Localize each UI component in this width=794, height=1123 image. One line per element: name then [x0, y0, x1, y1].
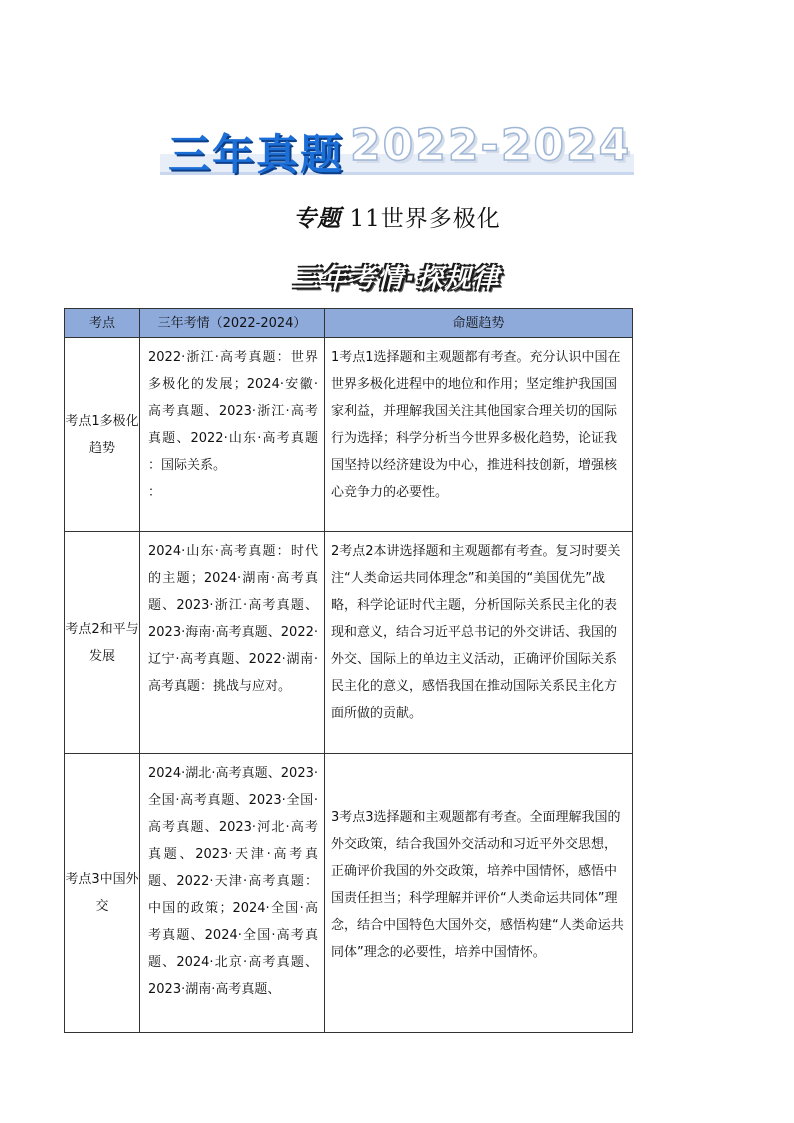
- years-text: 2024·山东·高考真题：时代的主题；2024·湖南·高考真题、2023·浙江·高考真题、2023·海南·高考真题、2022·辽宁·高考真题、2022·湖南·高考真题：挑战与应对。: [148, 544, 318, 694]
- header-years: 三年考情（2022-2024）: [140, 309, 325, 338]
- table-row: [65, 338, 633, 532]
- section-title: 三年考情·探规律: [293, 264, 501, 294]
- trend-text: 3考点3选择题和主观题都有考查。全面理解我国的外交政策，结合我国外交活动和习近平外交思想，正确评价我国的外交政策，培养中国情怀，感悟中国责任担当；科学理解并评价“人类命运共同体”理念，结合中国特色大国外交，感悟构建“人类命运共同体”理念的必要性，培养中国情怀。: [331, 810, 624, 960]
- table-row: [65, 532, 633, 754]
- topic-title-lead: 专题: [293, 205, 342, 232]
- exam-analysis-table: [64, 308, 633, 1033]
- years-cell: [140, 338, 325, 532]
- table-header-row: [65, 309, 633, 338]
- years-tail: ：: [148, 485, 162, 500]
- years-cell: [140, 532, 325, 754]
- years-text: 2022·浙江·高考真题：世界多极化的发展；2024·安徽·高考真题、2023·浙江·高考真题、2022·山东·高考真题 ：国际关系。: [148, 350, 318, 473]
- years-text: 2024·湖北·高考真题、2023·全国·高考真题、2023·全国·高考真题、2023·河北·高考真题、2023·天津·高考真题、2022·天津·高考真题：中国的政策；2024·全国·高考真题、2024·全国·高考真题、2024·北京·高考真题、2023·湖南·高考真题、: [148, 766, 318, 997]
- table-row: [65, 754, 633, 1033]
- topic-title-name: 11世界多极化: [349, 206, 501, 232]
- topic-title: [0, 200, 794, 233]
- header-trend: 命题趋势: [325, 309, 633, 338]
- banner-title-years: 2022-2024: [350, 120, 632, 171]
- trend-cell: [325, 338, 633, 532]
- years-cell: [140, 754, 325, 1033]
- banner-title-cn: 三年真题: [168, 130, 345, 179]
- trend-text: 1考点1选择题和主观题都有考查。充分认识中国在世界多极化进程中的地位和作用；坚定维护我国国家利益，并理解我国关注其他国家合理关切的国际行为选择；科学分析当今世界多极化趋势，论证我国坚持以经济建设为中心，推进科技创新，增强核心竞争力的必要性。: [331, 350, 621, 500]
- trend-cell: [325, 532, 633, 754]
- title-banner: [160, 118, 634, 179]
- trend-text: 2考点2本讲选择题和主观题都有考查。复习时要关注“人类命运共同体理念”和美国的“美国优先”战略，科学论证时代主题，分析国际关系民主化的表现和意义，结合习近平总书记的外交讲话、我国的外交、国际上的单边主义活动，正确评价国际关系民主化的意义，感悟我国在推动国际关系民主化方面所做的贡献。: [331, 544, 621, 721]
- point-cell: 考点2和平与发展: [65, 532, 140, 754]
- header-point: 考点: [65, 309, 140, 338]
- trend-cell: [325, 754, 633, 1033]
- point-cell: 考点3中国外交: [65, 754, 140, 1033]
- point-cell: 考点1多极化趋势: [65, 338, 140, 532]
